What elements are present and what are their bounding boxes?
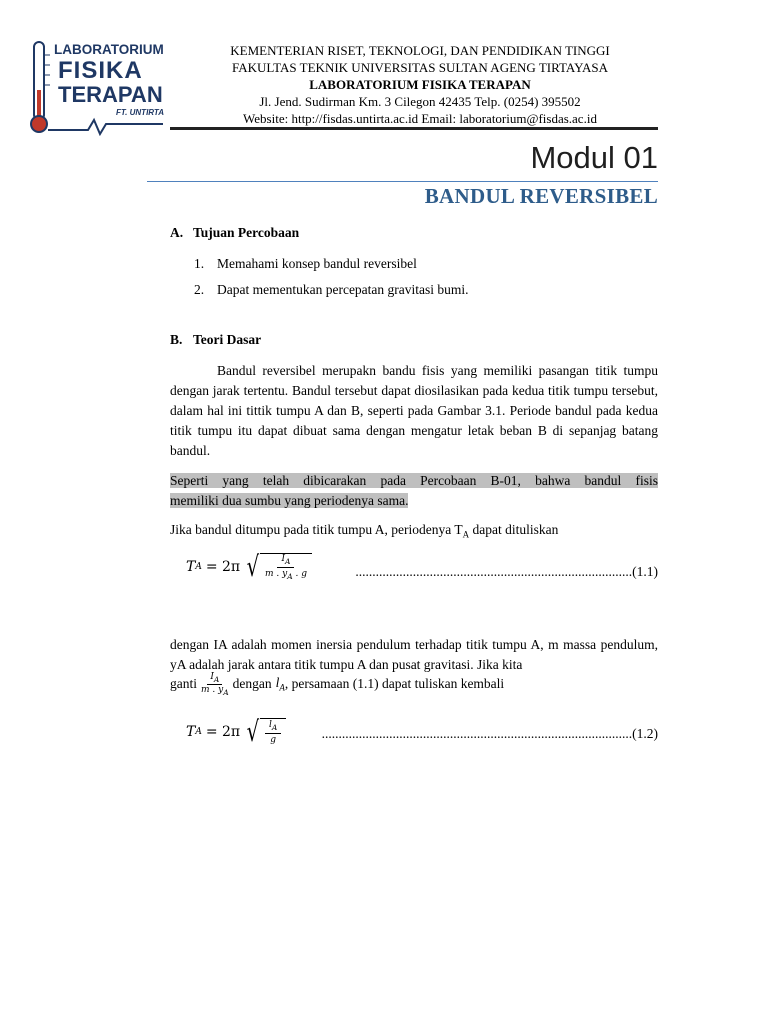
letterhead-contact: Website: http://fisdas.untirta.ac.id Email: laboratorium@fisdas.ac.id	[243, 111, 597, 126]
list-item	[194, 282, 469, 298]
eq-lhs-sub: A	[195, 727, 202, 737]
section-b-letter: B.	[170, 332, 183, 347]
sqrt-symbol: √ $\frac{l_A}{g}$	[244, 718, 286, 746]
frac-den-tail: . g	[292, 569, 307, 579]
eq-equals: = 2π	[205, 559, 241, 575]
highlight-line-2: memiliki dua sumbu yang periodenya sama.	[170, 493, 409, 508]
letterhead-address: Jl. Jend. Sudirman Km. 3 Cilegon 42435 Telp. (0254) 395502	[259, 94, 581, 109]
module-label: Modul 01	[530, 140, 658, 175]
list-item-number: 1.	[194, 256, 205, 271]
logo-text-terapan: TERAPAN	[58, 82, 163, 107]
section-a-heading	[170, 225, 299, 241]
paragraph-intro: Bandul reversibel merupakn bandu fisis yang memiliki pasangan titik tumpu dengan jarak tertentu. Bandul tersebut dapat diosilasikan pada kedua titik tumpu tersebut, dalam hal ini tittik tumpu A dan B, seperti pada Gambar 3.1. Periode bandul pada kedua titik tumpu itu dapat dibuat sama dengan mengatur letak beban B di sepanjag batang bandul.	[170, 363, 658, 458]
text-run: , persamaan (1.1) dapat tuliskan kembali	[284, 676, 505, 692]
inline-variable: l	[275, 675, 280, 691]
letterhead-lab: LABORATORIUM FISIKA TERAPAN	[309, 77, 531, 92]
sqrt-symbol: √ $\frac{I_A}{m . y_A . g}$	[244, 553, 312, 581]
inline-fraction	[201, 672, 229, 697]
document-title: BANDUL REVERSIBEL	[424, 184, 658, 208]
paragraph-highlighted	[170, 471, 658, 511]
equation-1-1-leader: ..................................................................................(1.1)	[355, 564, 658, 579]
eq-lhs-sub: A	[195, 562, 202, 572]
eq-lhs: T	[186, 559, 196, 575]
logo-text-fisika: FISIKA	[58, 57, 143, 84]
list-item-number: 2.	[194, 282, 205, 297]
frac-den-sub: A	[287, 571, 293, 581]
frac-den: g	[270, 734, 277, 745]
list-item-text: Dapat mementukan percepatan gravitasi bumi.	[217, 282, 469, 297]
header-divider	[170, 127, 658, 130]
eq-fraction	[265, 554, 307, 581]
frac-num-sub: A	[271, 722, 278, 732]
frac-num-sub: A	[285, 557, 291, 566]
subscript: A	[462, 529, 470, 540]
frac-num: I	[210, 672, 214, 682]
logo-text-laboratorium: LABORATORIUM	[54, 42, 164, 57]
equation-1-1	[186, 550, 312, 583]
lab-logo	[28, 40, 168, 136]
frac-num: I	[281, 554, 286, 565]
text-run: dengan	[232, 676, 272, 692]
title-divider	[147, 181, 658, 182]
frac-num-sub: A	[213, 674, 220, 684]
section-b-title: Teori Dasar	[193, 332, 262, 347]
text-run: Jika bandul ditumpu pada titik tumpu A, periodenya T	[170, 522, 463, 537]
paragraph-ta-intro	[170, 520, 658, 545]
text-run: ganti	[170, 676, 197, 692]
eq-equals: = 2π	[205, 724, 241, 740]
paragraph-substitution	[170, 672, 504, 697]
section-b-heading	[170, 332, 261, 348]
equation-number: (1.2)	[632, 726, 658, 741]
equation-1-2-leader: ............................................................................................(1.2)	[321, 726, 658, 741]
frac-num: l	[268, 720, 272, 731]
letterhead-ministry: KEMENTERIAN RISET, TEKNOLOGI, DAN PENDIDIKAN TINGGI	[230, 43, 610, 58]
eq-lhs: T	[186, 724, 196, 740]
equation-number: (1.1)	[632, 564, 658, 579]
list-item	[194, 256, 417, 272]
frac-den: m . y	[201, 684, 224, 695]
frac-den: m . y	[264, 569, 288, 579]
inline-variable-sub: A	[279, 683, 285, 694]
text-run: dapat dituliskan	[469, 522, 559, 537]
section-a-letter: A.	[170, 225, 184, 240]
letterhead-faculty: FAKULTAS TEKNIK UNIVERSITAS SULTAN AGENG TIRTAYASA	[231, 60, 609, 75]
section-a-title: Tujuan Percobaan	[193, 225, 300, 240]
list-item-text: Memahami konsep bandul reversibel	[217, 256, 417, 271]
highlight-line-1: Seperti yang telah dibicarakan pada Percobaan B-01, bahwa bandul fisis	[170, 473, 658, 488]
frac-den-sub: A	[223, 687, 229, 697]
logo-text-ft-untirta: FT. UNTIRTA	[116, 108, 164, 117]
paragraph-definitions: dengan IA adalah momen inersia pendulum terhadap titik tumpu A, m massa pendulum, yA adalah jarak antara titik tumpu A dan pusat gravitasi. Jika kita	[170, 637, 658, 672]
